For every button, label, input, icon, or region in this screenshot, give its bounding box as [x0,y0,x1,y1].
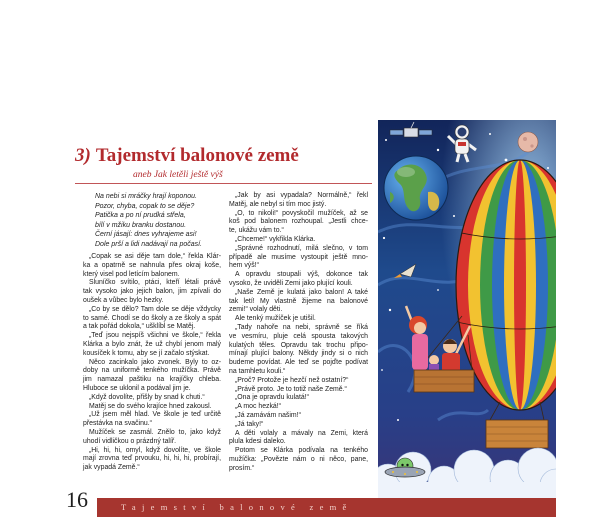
poem [95,192,202,249]
text-line: koš pod balonem rozhoupal. „Jestli chce- [229,218,368,226]
paragraph [229,447,368,473]
text-line: „Teď jsou nejspíš všichni ve škole,“ řekla [89,332,221,340]
child-figure [429,355,439,372]
poem-line: Na nebi si mráčky hrají koponou. [95,193,197,200]
text-line: Matěj se do svého krajíce hned zakousl. [89,402,212,410]
text-line: „Správné rozhodnutí, milá slečno, v tom [235,244,368,252]
poem-line: Dole prší a lidi nadávají na počasí. [95,240,203,248]
illustration [378,120,556,498]
text-line: a tak pořád dokola,“ ušklíbl se Matěj. [83,323,196,331]
text-line: „Já zamávám našim!“ [235,411,301,419]
paragraph [229,412,368,421]
text-line: Hluboce se uklonil a podával jim je. [83,384,191,392]
text-line: hem výš!“ [229,262,259,270]
text-line: te, ukážu vám to.“ [229,227,284,235]
text-line: kulatých těles. Opravdu tak trochu připo- [229,341,368,349]
text-line: to samé. Chodí se do školy a ze školy a spát [83,314,221,322]
chapter-subtitle: aneb Jak letěli ještě výš [133,170,223,180]
text-line: jak vypadá Země.“ [83,464,140,472]
text-line: uhodí vidličkou o prázdný talíř. [83,437,177,445]
text-line: tak letí! My vlastně žijeme na balonové [229,297,368,305]
paragraph [229,289,368,315]
paragraph [229,377,368,386]
text-line: „Když dovolíte, přišly by snad k chuti.“ [89,393,205,401]
page-number: 16 [66,487,88,512]
text-line: vysoko, že uviděli Zemi jako plující kouli. [229,279,353,287]
poem-line: Patička a po ní prudká střela, [95,212,186,219]
text-line: doby na uniformě tenkého mužíčka. Právě [83,367,221,375]
paragraph [83,411,221,429]
poem-line: Pozor, chyba, copak to se děje? [95,202,195,210]
text-line: „Já taky!“ [235,420,264,428]
chapter-number: 3) [75,145,91,166]
text-line: „A moc hezká!“ [235,403,281,411]
paragraph [229,271,368,289]
text-line: mínají plující balony. Někdy jindy si o nich [229,350,368,358]
earth-globe [384,156,448,220]
paragraph [83,279,221,305]
text-line: „Proč? Protože je hezčí než ostatní?“ [235,376,349,384]
text-line: přestávka na svačinu.“ [83,420,152,428]
text-column-left [83,253,221,473]
text-line: „Už jsem měl hlad. Ve škole je teď určitě [89,411,221,419]
moon [518,132,538,152]
text-line: který visel pod letícím balonem. [83,270,180,278]
text-line: „Jak by asi vypadala? Normálně,“ řekl [235,192,368,199]
text-line: ka a opatrně se nahnula přes okraj koše, [83,261,221,269]
paragraph [83,394,221,403]
text-line: „Právě proto. Je to totiž naše Země.“ [235,385,347,393]
heading-rule [75,183,372,184]
text-line: na tamhletu kouli.“ [229,367,286,375]
chapter-heading [75,146,299,166]
text-line: A opravdu stoupali výš, dokonce tak [235,271,368,279]
paragraph [229,386,368,395]
text-line: „Tady nahoře na nebi, správně se říká [235,323,368,331]
chapter-title: Tajemství balonové země [95,145,299,166]
paragraph [83,429,221,447]
text-line: budeme povídat. Ale teď se pojďte podívat [229,359,368,367]
paragraph [229,430,368,448]
text-line: oušek a vůbec bylo hezky. [83,296,164,304]
text-line: „Copak se asi děje tam dole,“ řekla Klár- [89,253,221,260]
paragraph [229,210,368,236]
paragraph [83,447,221,473]
poem-line: Černí jásají: dnes vyhrajeme asi! [95,231,197,238]
text-column-right [229,192,368,474]
text-line: „Naše Země je kulatá jako balon! A také [235,288,368,296]
text-line: zemi!“ volaly děti. [229,306,283,314]
paragraph [229,192,368,210]
text-line: prosím.“ [229,464,255,472]
running-title: Tajemství balonové země [121,502,353,512]
text-line: A děti volaly a mávaly na Zemi, která [235,429,368,437]
text-line: mají zrovna teď prvouku, hi, hi, hi, probírají, [83,455,221,463]
balloon-basket [486,420,548,448]
text-line: kousíček k tomu, aby se jí začalo stýskat. [83,349,210,357]
running-title-band [97,498,556,517]
text-line: „Hi, hi, hi, omyl, když dovolíte, ve škole [89,446,221,454]
paragraph [83,403,221,412]
paragraph [229,245,368,271]
text-line: Ale tenký mužíček je utišil. [235,315,316,323]
text-line: „Co by se dělo? Tam dole se děje vždycky [89,305,221,313]
text-line: „Ona je opravdu kulatá!“ [235,394,309,402]
paragraph [83,359,221,394]
paragraph [229,421,368,430]
text-line: „O, to nikoli!“ povyskočil mužíček, až se [235,209,368,217]
text-line: případě ale musíme vystoupit ještě mno- [229,253,368,261]
text-line: „Chceme!“ vykřikla Klárka. [235,235,316,243]
poem-line: bílí v mžiku branku dostanou. [95,221,187,229]
text-line: Klárka a bylo znát, že už chybí jenom malý [83,340,221,348]
paragraph [229,403,368,412]
paragraph [83,332,221,358]
paragraph [229,394,368,403]
paragraph [83,306,221,332]
text-line: Potom se Klárka podívala na tenkého [235,447,368,455]
paragraph [229,324,368,377]
text-line: plula kdesi daleko. [229,438,286,446]
paragraph [229,315,368,324]
text-line: jim namazal paštiku na krajíčky chleba. [83,376,221,384]
text-line: Něco zacinkalo jako zvonek. Byly to oz- [89,358,221,366]
text-line: mužíčka: „Povězte nám o ni něco, pane, [229,455,368,463]
text-line: ve vesmíru, pluje celá spousta takových [229,332,368,340]
text-line: Sluníčko svítilo, ptáci, kteří létali právě [89,279,221,287]
text-line: Matěj, ale nebyl si tím moc jistý. [229,200,327,208]
text-line: Mužíček se zasmál. Znělo to, jako když [89,428,221,436]
paragraph [229,236,368,245]
paragraph [83,253,221,279]
text-line: tak vysoko jako jejich balon, jim zpívali do [83,288,221,296]
